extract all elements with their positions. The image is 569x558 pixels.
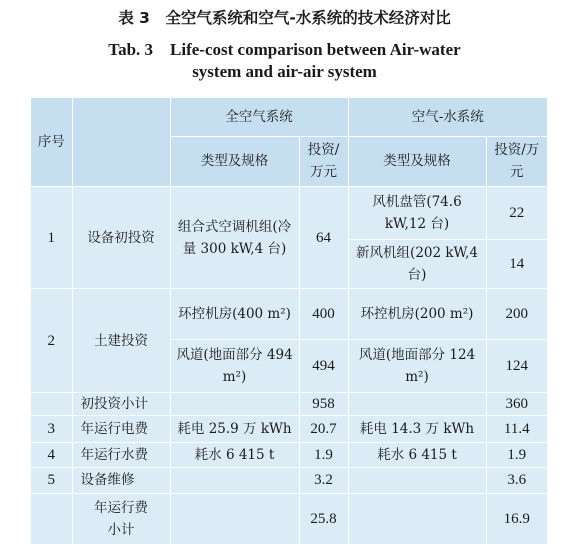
row4-item: 年运行水费 <box>72 442 170 467</box>
row1-no: 1 <box>31 186 72 289</box>
annual-air-invest: 25.8 <box>299 493 348 544</box>
annual-water-type <box>348 493 486 544</box>
row5-water-invest: 3.6 <box>486 468 547 493</box>
header-invest-air: 投资/万元 <box>299 137 348 187</box>
subtotal-no <box>31 393 72 416</box>
annual-air-type <box>170 493 299 544</box>
header-type-water: 类型及规格 <box>348 137 486 187</box>
row2-air-type-b: 风道(地面部分 494 m²) <box>170 340 299 393</box>
row2-item: 土建投资 <box>72 289 170 393</box>
annual-water-invest: 16.9 <box>503 510 530 527</box>
annual-no <box>31 493 72 544</box>
subtotal-water-invest: 360 <box>486 393 547 416</box>
subtotal-air-type <box>170 393 299 416</box>
row2-air-invest-b: 494 <box>299 340 348 393</box>
row1-water-invest-b: 14 <box>486 239 547 289</box>
row3-water-invest: 11.4 <box>486 416 547 442</box>
row2-water-type-b: 风道(地面部分 124 m²) <box>348 340 486 393</box>
row1-air-type: 组合式空调机组(冷量 300 kW,4 台) <box>170 186 299 289</box>
header-no: 序号 <box>31 98 72 186</box>
row5-air-type <box>170 468 299 493</box>
header-type-air: 类型及规格 <box>170 137 299 187</box>
row3-air-invest: 20.7 <box>299 416 348 442</box>
row2-water-invest-b: 124 <box>486 340 547 393</box>
row5-item: 设备维修 <box>72 468 170 493</box>
annual-item <box>72 493 170 544</box>
row4-water-invest: 1.9 <box>486 442 547 467</box>
caption-en-line2: system and air-air system <box>192 62 377 81</box>
row4-no: 4 <box>31 442 72 467</box>
row5-water-type <box>348 468 486 493</box>
row1-water-type-b: 新风机组(202 kW,4 台) <box>348 239 486 289</box>
header-air-system: 全空气系统 <box>170 98 348 137</box>
row5-air-invest: 3.2 <box>299 468 348 493</box>
header-invest-water: 投资/万元 <box>486 137 547 187</box>
row2-water-invest-a: 200 <box>486 289 547 340</box>
annual-item-label: 年运行费小计 <box>94 499 148 538</box>
row1-water-invest-a: 22 <box>486 186 547 239</box>
comparison-table <box>31 98 547 544</box>
caption-zh: 表 3 全空气系统和空气-水系统的技术经济对比 <box>118 9 451 27</box>
row1-item: 设备初投资 <box>72 186 170 289</box>
subtotal-water-type <box>348 393 486 416</box>
header-item <box>72 98 170 186</box>
subtotal-air-invest: 958 <box>299 393 348 416</box>
row3-water-type: 耗电 14.3 万 kWh <box>348 416 486 442</box>
subtotal-item: 初投资小计 <box>72 393 170 416</box>
row3-no: 3 <box>31 416 72 442</box>
header-water-system: 空气-水系统 <box>348 98 547 137</box>
row4-water-type: 耗水 6 415 t <box>348 442 486 467</box>
row4-air-invest: 1.9 <box>299 442 348 467</box>
row5-no: 5 <box>31 468 72 493</box>
row2-water-type-a: 环控机房(200 m²) <box>348 289 486 340</box>
row3-item: 年运行电费 <box>72 416 170 442</box>
row2-no: 2 <box>31 289 72 393</box>
row2-air-type-a: 环控机房(400 m²) <box>170 289 299 340</box>
row1-water-type-a: 风机盘管(74.6 kW,12 台) <box>348 186 486 239</box>
row1-air-invest: 64 <box>299 186 348 289</box>
row2-air-invest-a: 400 <box>299 289 348 340</box>
row3-air-type: 耗电 25.9 万 kWh <box>170 416 299 442</box>
row4-air-type: 耗水 6 415 t <box>170 442 299 467</box>
caption-en-line1: Tab. 3 Life-cost comparison between Air-water <box>108 40 461 59</box>
